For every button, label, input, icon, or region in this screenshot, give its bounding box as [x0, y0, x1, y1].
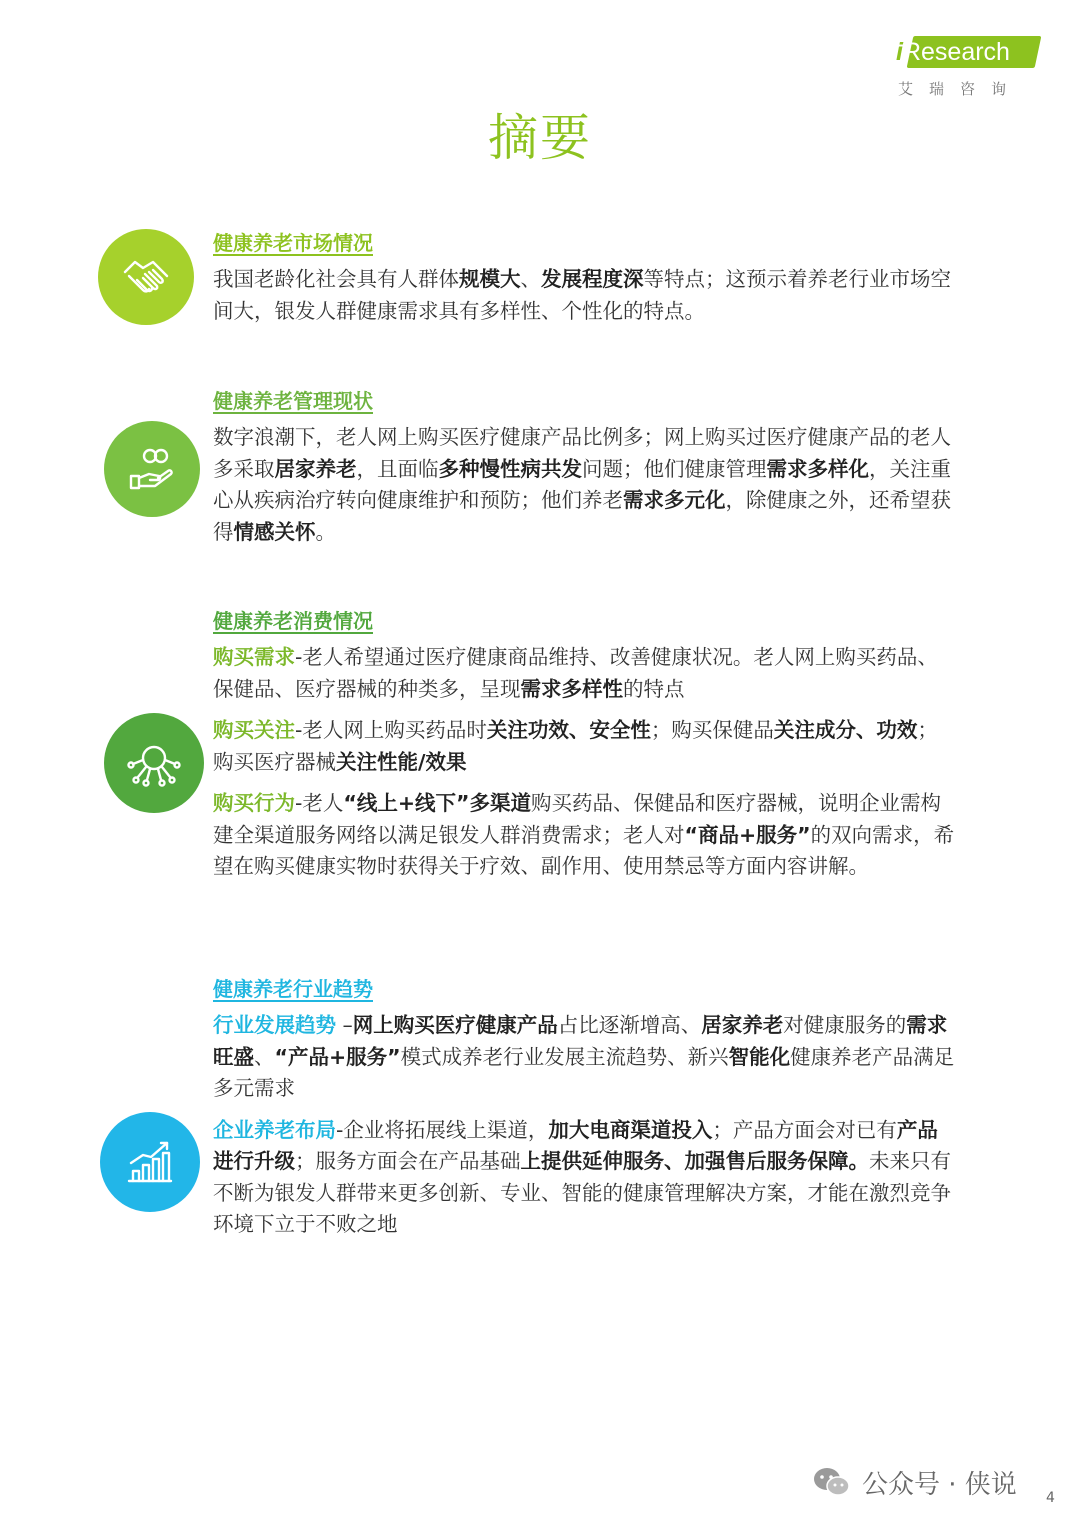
section-paragraph: 行业发展趋势 –网上购买医疗健康产品占比逐渐增高、居家养老对健康服务的需求旺盛、“产品+服务”模式成养老行业发展主流趋势、新兴智能化健康养老产品满足多元需求: [213, 1013, 955, 1100]
section-paragraph: 我国老龄化社会具有人群体规模大、发展程度深等特点；这预示着养老行业市场空间大，银发人群健康需求具有多样性、个性化的特点。: [213, 267, 951, 323]
section-paragraph: 购买关注-老人网上购买药品时关注功效、安全性；购买保健品关注成分、功效；购买医疗器械关注性能/效果: [213, 718, 938, 774]
watermark: [812, 1462, 1017, 1502]
hand-coins-icon: [125, 442, 179, 496]
section-2-icon-circle: [104, 421, 200, 517]
section-1-icon-circle: [98, 229, 194, 325]
logo-wordmark: iResearch: [896, 38, 1010, 66]
section-title: 健康养老市场情况: [213, 231, 373, 255]
logo-chinese-name: 艾瑞咨询: [898, 80, 1023, 98]
section-trend: [213, 974, 958, 1251]
section-title: 健康养老消费情况: [213, 609, 373, 633]
section-paragraph: 数字浪潮下，老人网上购买医疗健康产品比例多；网上购买过医疗健康产品的老人多采取居家养老，且面临多种慢性病共发问题；他们健康管理需求多样化，关注重心从疾病治疗转向健康维护和预防；他们养老需求多元化，除健康之外，还希望获得情感关怀。: [213, 425, 951, 544]
page-number: 4: [1046, 1490, 1055, 1506]
growth-chart-icon: [123, 1135, 177, 1189]
section-paragraph: 企业养老布局-企业将拓展线上渠道，加大电商渠道投入；产品方面会对已有产品进行升级；服务方面会在产品基础上提供延伸服务、加强售后服务保障。未来只有不断为银发人群带来更多创新、专业、智能的健康管理解决方案，才能在激烈竞争环境下立于不败之地: [213, 1117, 951, 1236]
section-4-icon-circle: [100, 1112, 200, 1212]
brand-logo: [892, 28, 1052, 100]
watermark-text: 公众号 · 侠说: [862, 1469, 1017, 1500]
section-paragraph: 购买需求-老人希望通过医疗健康商品维持、改善健康状况。老人网上购买药品、保健品、医疗器械的种类多，呈现需求多样性的特点: [213, 645, 938, 701]
network-icon: [127, 736, 181, 790]
section-paragraph: 购买行为-老人“线上+线下”多渠道购买药品、保健品和医疗器械，说明企业需构建全渠道服务网络以满足银发人群消费需求；老人对“商品+服务”的双向需求，希望在购买健康实物时获得关于疗效、副作用、使用禁忌等方面内容讲解。: [213, 791, 955, 878]
wechat-icon: [812, 1465, 852, 1499]
section-title: 健康养老行业趋势: [213, 977, 373, 1001]
section-market: [213, 228, 958, 337]
page-title: 摘要: [488, 109, 592, 167]
section-title: 健康养老管理现状: [213, 389, 373, 413]
section-3-icon-circle: [104, 713, 204, 813]
section-management: [213, 386, 958, 558]
section-consumption: [213, 606, 958, 893]
handshake-icon: [119, 250, 173, 304]
